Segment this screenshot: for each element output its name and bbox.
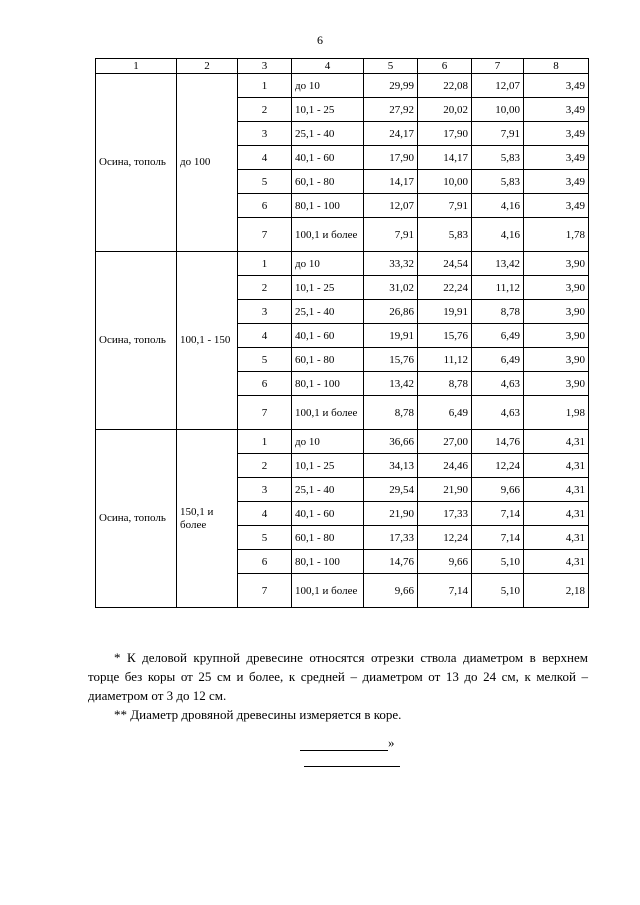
value-cell: 20,02 bbox=[418, 98, 472, 122]
value-cell: 2,18 bbox=[524, 574, 589, 608]
value-cell: 8,78 bbox=[418, 372, 472, 396]
value-cell: 10,00 bbox=[472, 98, 524, 122]
category-number-cell: 6 bbox=[238, 372, 292, 396]
value-cell: 3,49 bbox=[524, 194, 589, 218]
value-cell: 22,08 bbox=[418, 74, 472, 98]
diameter-cell: 60,1 - 80 bbox=[292, 170, 364, 194]
category-number-cell: 7 bbox=[238, 218, 292, 252]
value-cell: 17,33 bbox=[418, 502, 472, 526]
value-cell: 5,10 bbox=[472, 574, 524, 608]
value-cell: 5,83 bbox=[472, 146, 524, 170]
value-cell: 8,78 bbox=[472, 300, 524, 324]
value-cell: 24,46 bbox=[418, 454, 472, 478]
value-cell: 14,76 bbox=[364, 550, 418, 574]
category-number-cell: 7 bbox=[238, 574, 292, 608]
value-cell: 4,16 bbox=[472, 218, 524, 252]
value-cell: 12,07 bbox=[364, 194, 418, 218]
value-cell: 17,33 bbox=[364, 526, 418, 550]
footnote-1: * К деловой крупной древесине относятся отрезки ствола диаметром в верхнем торце без коры от 25 см и более, к средней – диаметром от 13 до 24 см, к мелкой – диаметром от 3 до 12 см. bbox=[88, 650, 588, 703]
closing-quote: » bbox=[388, 735, 395, 750]
category-number-cell: 5 bbox=[238, 526, 292, 550]
value-cell: 27,00 bbox=[418, 430, 472, 454]
column-header: 1 bbox=[96, 59, 177, 74]
diameter-cell: 25,1 - 40 bbox=[292, 478, 364, 502]
value-cell: 4,16 bbox=[472, 194, 524, 218]
value-cell: 15,76 bbox=[418, 324, 472, 348]
column-header: 7 bbox=[472, 59, 524, 74]
value-cell: 4,63 bbox=[472, 396, 524, 430]
diameter-cell: до 10 bbox=[292, 252, 364, 276]
value-cell: 19,91 bbox=[364, 324, 418, 348]
diameter-cell: 100,1 и более bbox=[292, 574, 364, 608]
category-number-cell: 2 bbox=[238, 276, 292, 300]
value-cell: 24,17 bbox=[364, 122, 418, 146]
category-number-cell: 6 bbox=[238, 550, 292, 574]
table-row bbox=[96, 430, 589, 454]
value-cell: 21,90 bbox=[418, 478, 472, 502]
signature-underline-2 bbox=[304, 766, 400, 767]
diameter-cell: 40,1 - 60 bbox=[292, 146, 364, 170]
column-header: 5 bbox=[364, 59, 418, 74]
diameter-cell: 80,1 - 100 bbox=[292, 372, 364, 396]
diameter-cell: 40,1 - 60 bbox=[292, 324, 364, 348]
diameter-cell: 10,1 - 25 bbox=[292, 276, 364, 300]
category-number-cell: 6 bbox=[238, 194, 292, 218]
diameter-cell: до 10 bbox=[292, 74, 364, 98]
species-cell: Осина, тополь bbox=[96, 430, 177, 608]
species-cell: Осина, тополь bbox=[96, 252, 177, 430]
value-cell: 36,66 bbox=[364, 430, 418, 454]
value-cell: 1,98 bbox=[524, 396, 589, 430]
value-cell: 14,17 bbox=[364, 170, 418, 194]
table-row bbox=[96, 252, 589, 276]
value-cell: 3,90 bbox=[524, 252, 589, 276]
category-number-cell: 4 bbox=[238, 146, 292, 170]
value-cell: 10,00 bbox=[418, 170, 472, 194]
value-cell: 3,90 bbox=[524, 324, 589, 348]
column-header: 6 bbox=[418, 59, 472, 74]
value-cell: 19,91 bbox=[418, 300, 472, 324]
value-cell: 12,24 bbox=[472, 454, 524, 478]
category-number-cell: 1 bbox=[238, 74, 292, 98]
category-number-cell: 2 bbox=[238, 454, 292, 478]
value-cell: 26,86 bbox=[364, 300, 418, 324]
value-cell: 11,12 bbox=[472, 276, 524, 300]
value-cell: 33,32 bbox=[364, 252, 418, 276]
diameter-cell: 80,1 - 100 bbox=[292, 550, 364, 574]
value-cell: 7,14 bbox=[472, 526, 524, 550]
value-cell: 5,10 bbox=[472, 550, 524, 574]
range-cell: 150,1 и более bbox=[177, 430, 238, 608]
category-number-cell: 2 bbox=[238, 98, 292, 122]
diameter-cell: 10,1 - 25 bbox=[292, 98, 364, 122]
value-cell: 14,76 bbox=[472, 430, 524, 454]
header-row bbox=[96, 59, 589, 74]
value-cell: 7,14 bbox=[472, 502, 524, 526]
value-cell: 9,66 bbox=[472, 478, 524, 502]
diameter-cell: 60,1 - 80 bbox=[292, 348, 364, 372]
value-cell: 29,99 bbox=[364, 74, 418, 98]
diameter-cell: 25,1 - 40 bbox=[292, 300, 364, 324]
signature-line bbox=[300, 735, 410, 749]
value-cell: 24,54 bbox=[418, 252, 472, 276]
value-cell: 6,49 bbox=[472, 348, 524, 372]
page-number: 6 bbox=[317, 33, 323, 47]
column-header: 2 bbox=[177, 59, 238, 74]
species-cell: Осина, тополь bbox=[96, 74, 177, 252]
value-cell: 5,83 bbox=[418, 218, 472, 252]
column-header: 3 bbox=[238, 59, 292, 74]
category-number-cell: 3 bbox=[238, 122, 292, 146]
value-cell: 12,24 bbox=[418, 526, 472, 550]
value-cell: 17,90 bbox=[364, 146, 418, 170]
column-header: 4 bbox=[292, 59, 364, 74]
value-cell: 34,13 bbox=[364, 454, 418, 478]
value-cell: 7,91 bbox=[418, 194, 472, 218]
value-cell: 29,54 bbox=[364, 478, 418, 502]
value-cell: 14,17 bbox=[418, 146, 472, 170]
diameter-cell: 100,1 и более bbox=[292, 218, 364, 252]
value-cell: 3,49 bbox=[524, 74, 589, 98]
category-number-cell: 1 bbox=[238, 430, 292, 454]
value-cell: 13,42 bbox=[364, 372, 418, 396]
value-cell: 3,90 bbox=[524, 276, 589, 300]
diameter-cell: 100,1 и более bbox=[292, 396, 364, 430]
value-cell: 7,91 bbox=[472, 122, 524, 146]
category-number-cell: 4 bbox=[238, 324, 292, 348]
category-number-cell: 5 bbox=[238, 170, 292, 194]
range-cell: 100,1 - 150 bbox=[177, 252, 238, 430]
table-row bbox=[96, 74, 589, 98]
value-cell: 4,63 bbox=[472, 372, 524, 396]
rates-table bbox=[95, 58, 589, 608]
diameter-cell: 25,1 - 40 bbox=[292, 122, 364, 146]
category-number-cell: 3 bbox=[238, 300, 292, 324]
value-cell: 22,24 bbox=[418, 276, 472, 300]
category-number-cell: 5 bbox=[238, 348, 292, 372]
column-header: 8 bbox=[524, 59, 589, 74]
value-cell: 27,92 bbox=[364, 98, 418, 122]
category-number-cell: 7 bbox=[238, 396, 292, 430]
diameter-cell: 80,1 - 100 bbox=[292, 194, 364, 218]
value-cell: 7,91 bbox=[364, 218, 418, 252]
value-cell: 12,07 bbox=[472, 74, 524, 98]
value-cell: 1,78 bbox=[524, 218, 589, 252]
table-body bbox=[96, 74, 589, 608]
value-cell: 9,66 bbox=[418, 550, 472, 574]
diameter-cell: 40,1 - 60 bbox=[292, 502, 364, 526]
value-cell: 17,90 bbox=[418, 122, 472, 146]
value-cell: 3,49 bbox=[524, 98, 589, 122]
value-cell: 3,49 bbox=[524, 170, 589, 194]
value-cell: 4,31 bbox=[524, 502, 589, 526]
signature-underline bbox=[300, 737, 388, 751]
value-cell: 8,78 bbox=[364, 396, 418, 430]
value-cell: 11,12 bbox=[418, 348, 472, 372]
category-number-cell: 4 bbox=[238, 502, 292, 526]
value-cell: 4,31 bbox=[524, 526, 589, 550]
footnotes bbox=[88, 648, 588, 724]
value-cell: 4,31 bbox=[524, 454, 589, 478]
value-cell: 3,90 bbox=[524, 300, 589, 324]
diameter-cell: до 10 bbox=[292, 430, 364, 454]
value-cell: 3,90 bbox=[524, 372, 589, 396]
value-cell: 6,49 bbox=[472, 324, 524, 348]
diameter-cell: 60,1 - 80 bbox=[292, 526, 364, 550]
value-cell: 13,42 bbox=[472, 252, 524, 276]
category-number-cell: 1 bbox=[238, 252, 292, 276]
value-cell: 31,02 bbox=[364, 276, 418, 300]
value-cell: 6,49 bbox=[418, 396, 472, 430]
value-cell: 4,31 bbox=[524, 550, 589, 574]
category-number-cell: 3 bbox=[238, 478, 292, 502]
value-cell: 3,49 bbox=[524, 146, 589, 170]
value-cell: 3,90 bbox=[524, 348, 589, 372]
diameter-cell: 10,1 - 25 bbox=[292, 454, 364, 478]
value-cell: 7,14 bbox=[418, 574, 472, 608]
value-cell: 4,31 bbox=[524, 478, 589, 502]
value-cell: 5,83 bbox=[472, 170, 524, 194]
value-cell: 21,90 bbox=[364, 502, 418, 526]
value-cell: 4,31 bbox=[524, 430, 589, 454]
footnote-2: ** Диаметр дровяной древесины измеряется в коре. bbox=[114, 707, 402, 722]
value-cell: 9,66 bbox=[364, 574, 418, 608]
range-cell: до 100 bbox=[177, 74, 238, 252]
value-cell: 15,76 bbox=[364, 348, 418, 372]
value-cell: 3,49 bbox=[524, 122, 589, 146]
